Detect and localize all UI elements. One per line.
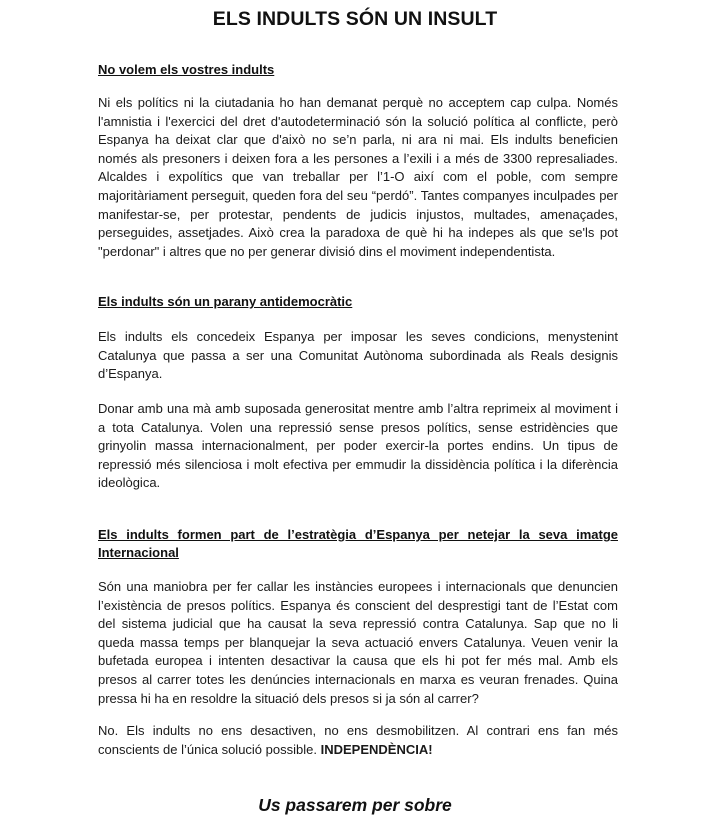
section-heading-3: Els indults formen part de l’estratègia d’Espanya per netejar la seva imatge Internacional [98, 527, 618, 560]
independence-emphasis: INDEPENDÈNCIA! [320, 741, 433, 757]
section-2-paragraph-2: Donar amb una mà amb suposada generositat mentre amb l’altra reprimeix al moviment i a tota Catalunya. Volen una repressió sense presos polítics, sense estridències que grinyolin massa internacionalment, per poder exercir-la portes endins. Un tipus de repressió més silenciosa i molt efectiva per emmudir la dissidència política i la diferència ideològica. [98, 401, 618, 491]
section-1-paragraph-1: Ni els polítics ni la ciutadania ho han demanat perquè no acceptem cap culpa. Només l'amnistia i l'exercici del dret d'autodeterminació són la solució política al conflicte, però Espanya ha deixat clar que d'això no se’n parla, ni ara ni mai. Els indults beneficien només als presoners i deixen fora a les persones a l’exili i a més de 3300 represaliades. Alcaldes i expolítics que van treballar per l’1-O així com el poble, com sempre majoritàriament perseguit, queden fora del seu “perdó”. Tantes companyes inculpades per manifestar-se, per protestar, pendents de judicis injustos, multades, amenaçades, perseguides, assetjades. Això crea la paradoxa de què hi ha indepes als que se'ls pot "perdonar" i altres que no per generar divisió dins el moviment independentista. [98, 95, 618, 259]
document-title: ELS INDULTS SÓN UN INSULT [212, 8, 498, 30]
final-paragraph-text: No. Els indults no ens desactiven, no ens desmobilitzen. Al contrari ens fan més conscients de l’única solució possible. [98, 723, 618, 757]
section-heading-2: Els indults són un parany antidemocràtic [98, 294, 353, 309]
section-2-paragraph-1: Els indults els concedeix Espanya per imposar les seves condicions, menystenint Catalunya que passa a ser una Comunitat Autònoma subordinada als Reals designis d’Espanya. [98, 329, 618, 382]
section-3-paragraph-2 [98, 722, 618, 759]
closing-slogan: Us passarem per sobre [258, 795, 452, 815]
section-heading-1: No volem els vostres indults [98, 62, 275, 77]
section-3-paragraph-1: Són una maniobra per fer callar les instàncies europees i internacionals que denuncien l’existència de presos polítics. Espanya és conscient del desprestigi tant de l’Estat com del sistema judicial que ha causat la seva repressió contra Catalunya. Sap que no li queda massa temps per blanquejar la seva actuació envers Catalunya. Veuen venir la bufetada europea i intenten desactivar la causa que els hi pot fer més mal. Amb els presos al carrer totes les denúncies internacionals en marxa es veuran frenades. Quina pressa hi ha en resoldre la situació dels presos si ja són al carrer? [98, 579, 618, 706]
